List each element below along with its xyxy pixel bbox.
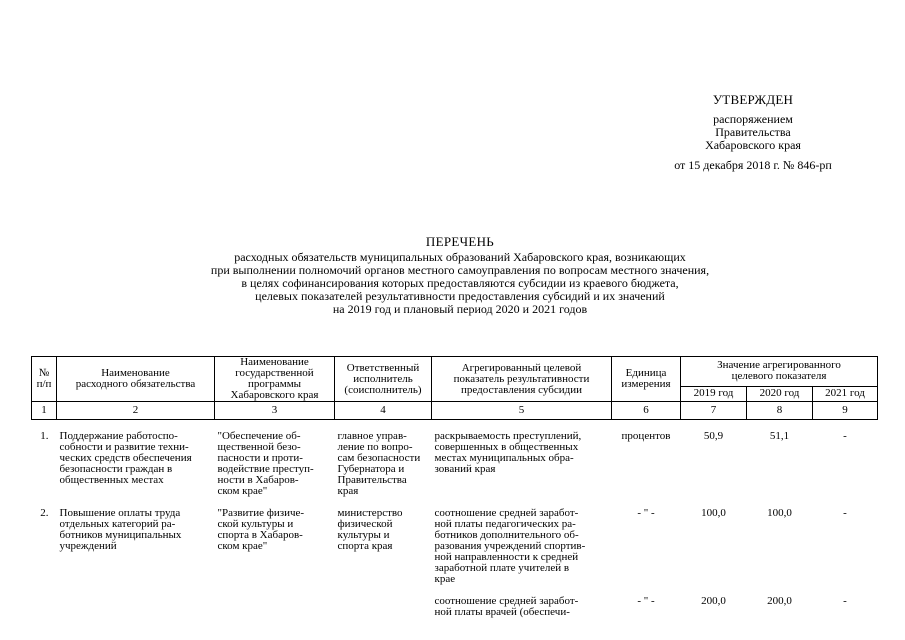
subtitle-line: расходных обязательств муниципальных образований Хабаровского края, возникающих: [234, 250, 686, 264]
text-line: (соисполнитель): [344, 383, 422, 396]
obligation-cell: [57, 596, 215, 618]
text-line: края: [337, 485, 359, 497]
text-line: главное управ-: [337, 430, 407, 442]
text-line: соотношение средней заработ-: [434, 507, 579, 519]
approval-block: [640, 92, 866, 172]
text-line: общественных местах: [59, 474, 164, 486]
text-line: крае: [434, 573, 456, 585]
text-line: культуры и: [337, 529, 390, 541]
header-year: 2021 год: [813, 386, 878, 401]
text-line: Ответственный: [346, 361, 420, 374]
program-cell: [215, 596, 335, 618]
column-number: 8: [747, 402, 813, 420]
text-line: сам безопасности: [337, 452, 421, 464]
text-line: исполнитель: [353, 372, 413, 385]
column-number: 4: [335, 402, 432, 420]
value-2021-cell: -: [843, 430, 847, 442]
program-cell: [215, 508, 335, 585]
approval-line: распоряжением: [713, 112, 793, 126]
text-line: измерения: [621, 378, 671, 390]
table-row: [32, 508, 878, 585]
approval-line: Хабаровского края: [705, 138, 801, 152]
text-line: Агрегированный целевой: [461, 361, 582, 374]
obligation-cell: [57, 508, 215, 585]
header-year: 2020 год: [747, 386, 813, 401]
text-line: спорта в Хабаров-: [217, 529, 303, 541]
executor-cell: [335, 431, 432, 497]
program-cell: [215, 431, 335, 497]
header-unit: [612, 357, 681, 402]
text-line: спорта края: [337, 540, 393, 552]
text-line: ском крае": [217, 485, 268, 497]
subtitle-line: на 2019 год и плановый период 2020 и 2021 годов: [332, 302, 588, 316]
unit-cell: процентов: [621, 430, 671, 442]
text-line: учреждений: [59, 540, 117, 552]
text-line: пасности и проти-: [217, 452, 303, 464]
column-number: 1: [32, 402, 57, 420]
header-value-group: [681, 357, 878, 387]
text-line: ском крае": [217, 540, 268, 552]
text-line: ботников муниципальных: [59, 529, 182, 541]
text-line: соотношение средней заработ-: [434, 595, 579, 607]
text-line: совершенных в общественных: [434, 441, 579, 453]
obligation-cell: [57, 431, 215, 497]
text-line: Повышение оплаты труда: [59, 507, 181, 519]
text-line: Наименование: [240, 356, 309, 368]
text-line: физической: [337, 518, 393, 530]
value-2020-cell: 100,0: [767, 507, 792, 519]
text-line: министерство: [337, 507, 403, 519]
unit-cell: - " -: [637, 595, 655, 607]
text-line: ботников дополнительного об-: [434, 529, 579, 541]
subtitle-line: целевых показателей результативности предоставления субсидий и их значений: [255, 289, 665, 303]
text-line: п/п: [36, 378, 52, 390]
text-line: ческих средств обеспечения: [59, 452, 192, 464]
approval-title: УТВЕРЖДЕН: [712, 92, 794, 107]
approval-line: Правительства: [715, 125, 791, 139]
text-line: "Обеспечение об-: [217, 430, 301, 442]
text-line: целевого показателя: [731, 370, 827, 383]
text-line: щественной безо-: [217, 441, 301, 453]
text-line: зований края: [434, 463, 496, 475]
text-line: Единица: [625, 367, 667, 379]
row-number: 1.: [40, 430, 49, 442]
indicator-cell: [432, 508, 612, 585]
text-line: ление по вопро-: [337, 441, 413, 453]
value-2019-cell: 200,0: [701, 595, 726, 607]
table-row: [32, 431, 878, 497]
obligations-table: [31, 356, 878, 618]
text-line: Поддержание работоспо-: [59, 430, 178, 442]
column-number: 5: [432, 402, 612, 420]
document-subtitle: [60, 251, 860, 316]
table-row: [32, 596, 878, 618]
text-line: заработной плате учителей в: [434, 562, 570, 574]
value-2019-cell: 100,0: [701, 507, 726, 519]
header-program: [215, 357, 335, 402]
text-line: Наименование: [101, 367, 170, 379]
document-title: ПЕРЕЧЕНЬ: [425, 234, 495, 249]
text-line: расходного обязательства: [75, 378, 196, 390]
indicator-cell: [432, 596, 612, 618]
text-line: предоставления субсидии: [460, 383, 583, 396]
text-line: Губернатора и: [337, 463, 405, 475]
executor-cell: [335, 508, 432, 585]
column-number: 3: [215, 402, 335, 420]
column-number: 7: [681, 402, 747, 420]
text-line: №: [38, 367, 50, 379]
row-number: [32, 596, 57, 618]
executor-cell: [335, 596, 432, 618]
text-line: ности в Хабаров-: [217, 474, 299, 486]
value-2021-cell: -: [843, 595, 847, 607]
header-number: [32, 357, 57, 402]
text-line: Значение агрегированного: [717, 359, 841, 372]
text-line: разования учреждений спортив-: [434, 540, 586, 552]
subtitle-line: в целях софинансирования которых предоставляются субсидии из краевого бюджета,: [241, 276, 679, 290]
text-line: государственной: [235, 367, 314, 379]
text-line: программы: [247, 378, 302, 390]
indicator-cell: [432, 431, 612, 497]
header-obligation: [57, 357, 215, 402]
value-2020-cell: 51,1: [769, 430, 790, 442]
text-line: Правительства: [337, 474, 407, 486]
text-line: отдельных категорий ра-: [59, 518, 176, 530]
header-indicator: [432, 357, 612, 402]
value-2020-cell: 200,0: [767, 595, 792, 607]
text-line: показатель результативности: [453, 372, 590, 385]
text-line: Хабаровского края: [230, 389, 319, 401]
text-line: ной направленности к средней: [434, 551, 579, 563]
text-line: безопасности граждан в: [59, 463, 173, 475]
approval-date: от 15 декабря 2018 г. № 846-рп: [674, 158, 832, 172]
column-number: 2: [57, 402, 215, 420]
column-number: 9: [813, 402, 878, 420]
subtitle-line: при выполнении полномочий органов местного самоуправления по вопросам местного значения,: [210, 263, 710, 277]
header-year: 2019 год: [681, 386, 747, 401]
value-2019-cell: 50,9: [703, 430, 724, 442]
text-line: раскрываемость преступлений,: [434, 430, 582, 442]
text-line: собности и развитие техни-: [59, 441, 189, 453]
text-line: ной платы педагогических ра-: [434, 518, 576, 530]
text-line: водействие преступ-: [217, 463, 314, 475]
column-number: 6: [612, 402, 681, 420]
text-line: "Развитие физиче-: [217, 507, 305, 519]
header-executor: [335, 357, 432, 402]
value-2021-cell: -: [843, 507, 847, 519]
text-line: ной платы врачей (обеспечи-: [434, 606, 570, 618]
text-line: местах муниципальных обра-: [434, 452, 574, 464]
unit-cell: - " -: [637, 507, 655, 519]
text-line: ской культуры и: [217, 518, 294, 530]
document-heading: [60, 234, 860, 316]
row-number: 2.: [40, 507, 49, 519]
